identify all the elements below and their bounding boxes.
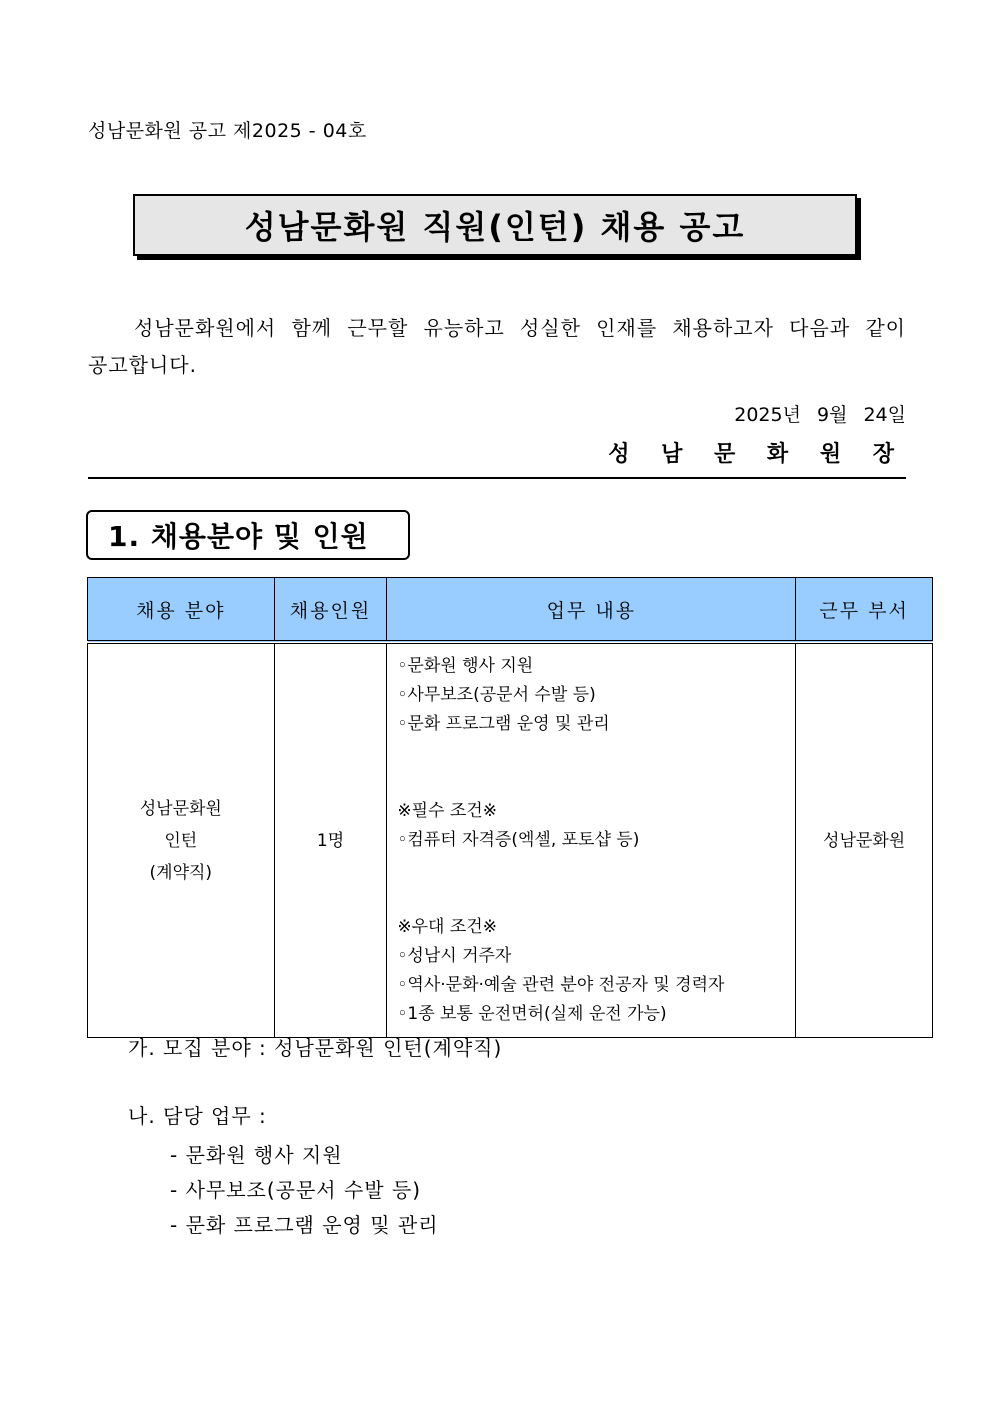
- cell-field: [88, 642, 275, 1038]
- list-item: - 문화 프로그램 운영 및 관리: [170, 1213, 439, 1237]
- required-item: ◦컴퓨터 자격증(엑셀, 포토샵 등): [397, 830, 640, 850]
- divider: [88, 477, 906, 479]
- item-a: 가. 모집 분야 : 성남문화원 인턴(계약직): [128, 1036, 503, 1060]
- page-title: 성남문화원 직원(인턴) 채용 공고: [244, 208, 746, 246]
- signer: 성 남 문 화 원 장: [608, 442, 906, 467]
- intro-paragraph: 성남문화원에서 함께 근무할 유능하고 성실한 인재를 채용하고자 다음과 같이 공고합니다.: [88, 316, 906, 377]
- field-line: 성남문화원: [139, 798, 222, 819]
- notice-number: 성남문화원 공고 제2025 - 04호: [88, 120, 367, 142]
- field-line: (계약직): [149, 862, 213, 883]
- table-header-row: [88, 578, 933, 643]
- section-heading-box: [86, 510, 410, 560]
- cell-duties: [387, 642, 796, 1038]
- field-line: 인턴: [164, 830, 198, 851]
- duty-item: ◦사무보조(공문서 수발 등): [397, 685, 596, 705]
- recruitment-table: [87, 577, 933, 1038]
- cell-department: 성남문화원: [796, 642, 933, 1038]
- preferred-item: ◦역사·문화·예술 관련 분야 전공자 및 경력자: [397, 975, 725, 995]
- duty-item: ◦문화 프로그램 운영 및 관리: [397, 714, 610, 734]
- header-department: 근무 부서: [796, 578, 933, 643]
- preferred-item: ◦1종 보통 운전면허(실제 운전 가능): [397, 1004, 667, 1024]
- required-title: ※필수 조건※: [397, 801, 497, 821]
- duty-list: [170, 1138, 439, 1243]
- header-duties: 업무 내용: [387, 578, 796, 643]
- header-field: 채용 분야: [88, 578, 275, 643]
- section-heading: 1. 채용분야 및 인원: [108, 520, 369, 553]
- item-b: 나. 담당 업무 :: [128, 1104, 267, 1128]
- list-item: - 사무보조(공문서 수발 등): [170, 1178, 422, 1202]
- table-row: [88, 642, 933, 1038]
- list-item: - 문화원 행사 지원: [170, 1143, 343, 1167]
- preferred-item: ◦성남시 거주자: [397, 946, 512, 966]
- title-box: [133, 194, 857, 256]
- header-count: 채용인원: [274, 578, 387, 643]
- duty-item: ◦문화원 행사 지원: [397, 656, 534, 676]
- cell-count: 1명: [274, 642, 387, 1038]
- announcement-date: 2025년 9월 24일: [734, 404, 906, 426]
- preferred-title: ※우대 조건※: [397, 917, 497, 937]
